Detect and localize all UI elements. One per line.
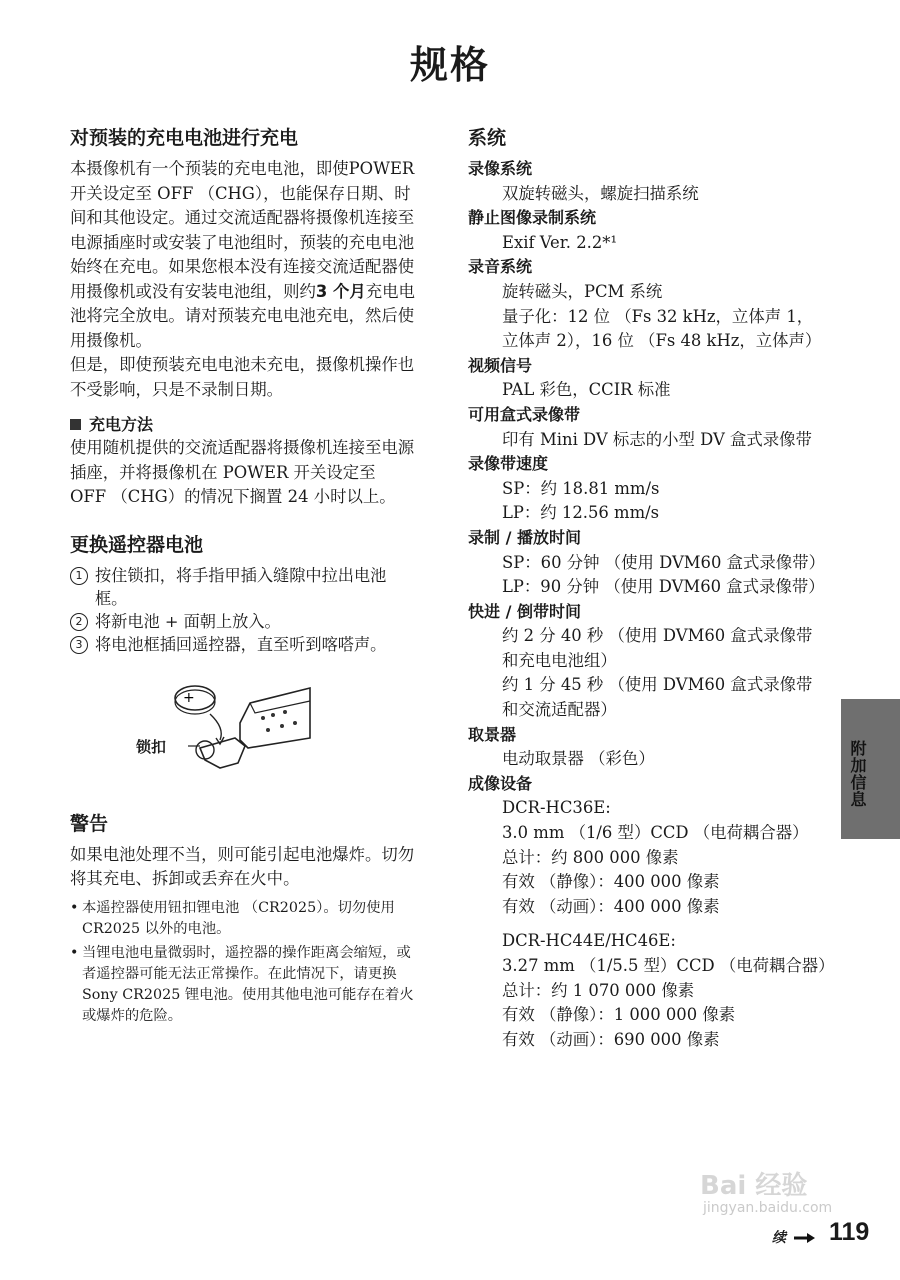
charge-method-text: 使用随机提供的交流适配器将摄像机连接至电源插座，并将摄像机在 POWER 开关设定至 OFF （CHG）的情况下搁置 24 小时以上。 (70, 438, 415, 506)
system-heading: 系统 (468, 127, 507, 149)
remote-section-heading: 更换遥控器电池 (70, 533, 204, 556)
side-tab-label: 附加信息 (848, 740, 867, 808)
charge-paragraph: 本摄像机有一个预装的充电电池，即使POWER 开关设定至 OFF （CHG），也能保存日期、时间和其他设定。通过交流适配器将摄像机连接至电源插座时或安装了电池组时，预装的充电电池始终在充电。如果您根本没有连接交流适配器使用摄像机或没有安装电池组，则约3 个月充电电池将完全放电。请对预装充电电池充电，然后使用摄像机。 (70, 159, 415, 350)
spec-key: 静止图像录制系统 (468, 208, 597, 228)
spec-key: 可用盒式录像带 (468, 404, 581, 424)
spec-value: 印有 Mini DV 标志的小型 DV 盒式录像带 (502, 429, 812, 449)
spec-value: 旋转磁头，PCM 系统 (502, 281, 663, 301)
lock-latch-label: 锁扣 (136, 737, 167, 756)
spec-key: 录像带速度 (468, 454, 549, 474)
spec-list (468, 157, 835, 1052)
spec-value: SP：60 分钟 （使用 DVM60 盒式录像带） (502, 552, 825, 572)
arrow-right-icon (793, 1231, 817, 1245)
spec-value: 总计：约 1 070 000 像素 (502, 980, 695, 1000)
spec-value: LP：90 分钟 （使用 DVM60 盒式录像带） (502, 577, 825, 597)
left-column (70, 125, 415, 1027)
step-item: 2 将新电池 + 面朝上放入。 (70, 610, 415, 633)
spec-value: DCR-HC36E: (502, 798, 611, 818)
spec-value: 有效 （动画）：690 000 像素 (502, 1029, 720, 1049)
circled-number: 2 (70, 613, 88, 631)
svg-text:+: + (183, 689, 195, 706)
spec-value: 约 1 分 45 秒 （使用 DVM60 盒式录像带和交流适配器） (502, 675, 813, 720)
continued-label: 续 (772, 1230, 786, 1246)
watermark-logo: Bai 经验 (700, 1171, 808, 1201)
warning-bullets (70, 898, 415, 1027)
spec-key: 快进 / 倒带时间 (468, 601, 581, 621)
spec-value: 有效 （静像）：1 000 000 像素 (502, 1005, 736, 1025)
bullet-item: • 本遥控器使用钮扣锂电池 （CR2025）。切勿使用 CR2025 以外的电池。 (70, 899, 395, 937)
spec-value: LP：约 12.56 mm/s (502, 503, 660, 523)
remote-control-illustration (70, 668, 415, 793)
circled-number: 3 (70, 636, 88, 654)
spec-value: DCR-HC44E/HC46E: (502, 931, 676, 951)
spec-key: 录音系统 (468, 257, 533, 277)
remote-battery-illustration (70, 668, 415, 793)
warning-heading: 警告 (70, 812, 109, 835)
spec-key: 成像设备 (468, 773, 533, 793)
step-item: 1 按住锁扣，将手指甲插入缝隙中拉出电池框。 (70, 564, 415, 610)
spec-value: SP：约 18.81 mm/s (502, 478, 660, 498)
spec-value: 量子化：12 位 （Fs 32 kHz，立体声 1，立体声 2），16 位 （Fs 48 kHz，立体声） (502, 306, 822, 351)
square-bullet-icon (70, 419, 81, 430)
spec-value: 3.27 mm （1/5.5 型）CCD （电荷耦合器） (502, 956, 835, 975)
page-number: 119 (829, 1218, 870, 1246)
warning-text: 如果电池处理不当，则可能引起电池爆炸。切勿将其充电、拆卸或丢弃在火中。 (70, 844, 415, 888)
spec-value: 有效 （静像）：400 000 像素 (502, 872, 720, 892)
spec-key: 视频信号 (468, 355, 533, 375)
spec-value: Exif Ver. 2.2*¹ (502, 232, 618, 252)
spec-key: 取景器 (468, 724, 517, 744)
charge-section-heading: 对预装的充电电池进行充电 (70, 127, 299, 149)
spec-value: PAL 彩色，CCIR 标准 (502, 380, 671, 400)
right-column (468, 125, 835, 1052)
bullet-item: • 当锂电池电量微弱时，遥控器的操作距离会缩短，或者遥控器可能无法正常操作。在此情况下，请更换 Sony CR2025 锂电池。使用其他电池可能存在着火或爆炸的危险。 (70, 944, 414, 1024)
page-title: 规格 (409, 43, 490, 87)
step-item: 3 将电池框插回遥控器，直至听到喀嗒声。 (70, 633, 415, 656)
charge-paragraph-2: 但是，即使预装充电电池未充电，摄像机操作也不受影响，只是不录制日期。 (70, 355, 415, 399)
spec-value: 总计：约 800 000 像素 (502, 847, 679, 867)
spec-value: 双旋转磁头，螺旋扫描系统 (502, 183, 699, 203)
spec-value: 3.0 mm （1/6 型）CCD （电荷耦合器） (502, 823, 809, 843)
spec-value: 有效 （动画）：400 000 像素 (502, 896, 720, 916)
spec-value: 约 2 分 40 秒 （使用 DVM60 盒式录像带和充电电池组） (502, 626, 813, 670)
watermark-url: jingyan.baidu.com (703, 1200, 833, 1216)
remote-steps (70, 564, 415, 656)
spec-key: 录制 / 播放时间 (468, 527, 581, 547)
charge-method-heading: 充电方法 (70, 414, 415, 436)
circled-number: 1 (70, 567, 88, 585)
spec-value: 电动取景器 （彩色） (502, 749, 655, 769)
spec-key: 录像系统 (468, 159, 533, 178)
